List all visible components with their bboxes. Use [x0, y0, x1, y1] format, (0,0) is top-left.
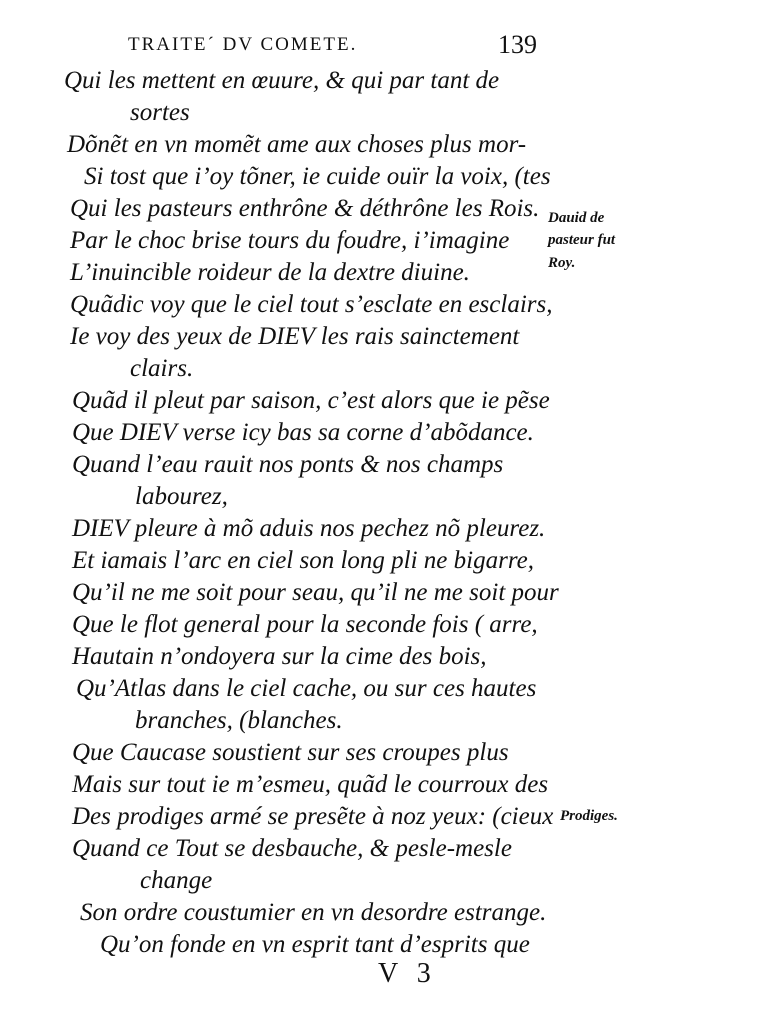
margin-note: Roy. — [548, 255, 576, 271]
verse-line: labourez, — [135, 483, 228, 510]
verse-line: Ie voy des yeux de DIEV les rais sainctement — [70, 323, 520, 350]
verse-line: Qu’il ne me soit pour seau, qu’il ne me soit pour — [72, 579, 559, 606]
verse-line: Quãdic voy que le ciel tout s’esclate en esclairs, — [70, 291, 553, 318]
verse-line: Des prodiges armé se presẽte à noz yeux: (cieux — [72, 803, 554, 830]
verse-line: Que le flot general pour la seconde fois ( arre, — [72, 611, 538, 638]
verse-line: L’inuincible roideur de la dextre diuine. — [70, 259, 470, 286]
verse-line: Qu’on fonde en vn esprit tant d’esprits que — [100, 931, 530, 958]
verse-line: Si tost que i’oy tõner, ie cuide ouïr la voix, (tes — [84, 163, 551, 190]
page-number: 139 — [498, 30, 537, 59]
verse-line: Quand l’eau rauit nos ponts & nos champs — [72, 451, 504, 478]
verse-line: clairs. — [130, 355, 194, 382]
page-header — [128, 30, 558, 62]
verse-line: sortes — [130, 99, 190, 126]
verse-line: Qui les mettent en œuure, & qui par tant de — [64, 67, 500, 94]
verse-line: Que Caucase soustient sur ses croupes plus — [72, 739, 509, 766]
verse-line: Par le choc brise tours du foudre, i’imagine — [70, 227, 510, 254]
verse-line: DIEV pleure à mõ aduis nos pechez nõ pleurez. — [72, 515, 546, 542]
margin-note: pasteur fut — [548, 232, 616, 248]
verse-line: Dõnẽt en vn momẽt ame aux choses plus mor- — [67, 131, 527, 158]
verse-line: Que DIEV verse icy bas sa corne d’abõdance. — [72, 419, 534, 446]
margin-note: Dauid de — [548, 210, 605, 226]
verse-line: branches, (blanches. — [135, 707, 343, 734]
verse-line: Quãd il pleut par saison, c’est alors que ie pẽse — [72, 387, 550, 414]
verse-line: Qu’Atlas dans le ciel cache, ou sur ces hautes — [76, 675, 537, 702]
verse-line: Quand ce Tout se desbauche, & pesle-mesle — [72, 835, 512, 862]
verse-line: Et iamais l’arc en ciel son long pli ne bigarre, — [72, 547, 534, 574]
verse-line: change — [140, 867, 213, 894]
signature-mark: V 3 — [378, 958, 437, 989]
running-title: TRAITE´ DV COMETE. — [128, 34, 358, 55]
verse-line: Son ordre coustumier en vn desordre estrange. — [80, 899, 547, 926]
verse-line: Hautain n’ondoyera sur la cime des bois, — [72, 643, 487, 670]
verse-line: Mais sur tout ie m’esmeu, quãd le courroux des — [72, 771, 549, 798]
verse-line: Qui les pasteurs enthrône & déthrône les Rois. — [70, 195, 540, 222]
margin-note: Prodiges. — [560, 808, 618, 824]
